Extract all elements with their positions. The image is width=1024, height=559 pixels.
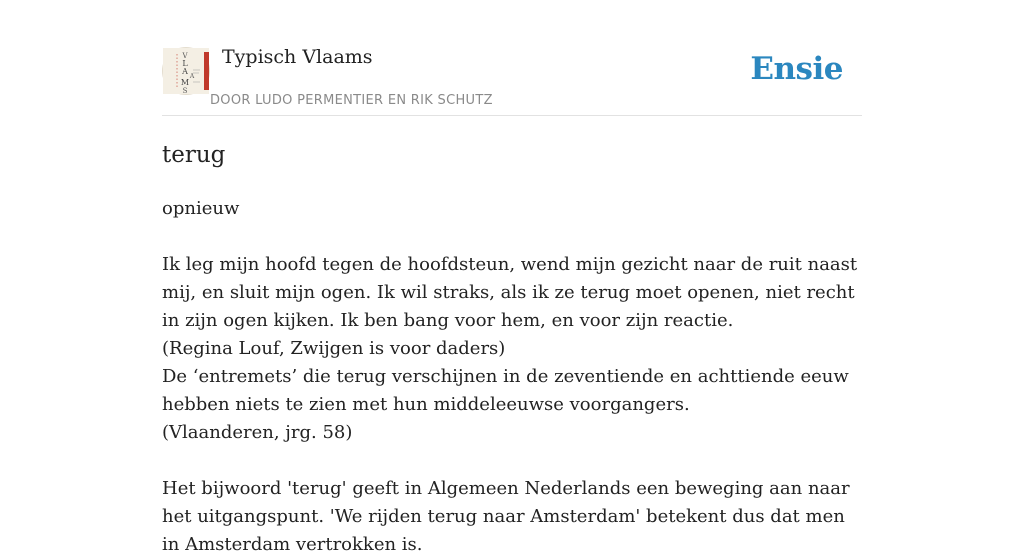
avatar-letter: S [182, 87, 188, 95]
entry-definition: opnieuw [162, 198, 240, 219]
entry-explanation: Het bijwoord 'terug' geeft in Algemeen Nederlands een beweging aan naar het uitgangspunt. 'We rijden terug naar Amsterdam' betekent dus dat men in Amsterdam vertrokken is. [162, 478, 850, 555]
entry-title: terug [162, 142, 226, 168]
brand-logo-link[interactable]: Ensie [750, 51, 843, 87]
book-authors: DOOR LUDO PERMENTIER EN RIK SCHUTZ [210, 93, 493, 108]
avatar-letter: A [189, 73, 195, 80]
entry-example: Ik leg mijn hoofd tegen de hoofdsteun, wend mijn gezicht naar de ruit naast mij, en sluit mijn ogen. Ik wil straks, als ik ze terug moet openen, niet recht in zijn ogen kijken. Ik ben bang voor hem, en voor zijn reactie. [162, 254, 858, 331]
spacer [162, 447, 862, 475]
avatar-letter: L [182, 59, 188, 68]
entry-example: De ‘entremets’ die terug verschijnen in de zeventiende en achttiende eeuw hebben niets te zien met hun middeleeuwse voorgangers. [162, 366, 849, 415]
book-cover-icon [163, 48, 209, 94]
book-cover-avatar[interactable] [162, 47, 210, 95]
avatar-letter: A [182, 67, 188, 76]
entry-body [162, 195, 862, 559]
spacer [162, 223, 862, 251]
page [162, 0, 862, 555]
book-title[interactable]: Typisch Vlaams [222, 46, 373, 68]
entry-example-source: (Vlaanderen, jrg. 58) [162, 422, 353, 443]
entry-example-source: (Regina Louf, Zwijgen is voor daders) [162, 338, 506, 359]
avatar-letter: M [180, 78, 190, 87]
avatar-letter: V [182, 52, 188, 60]
header [162, 0, 862, 116]
